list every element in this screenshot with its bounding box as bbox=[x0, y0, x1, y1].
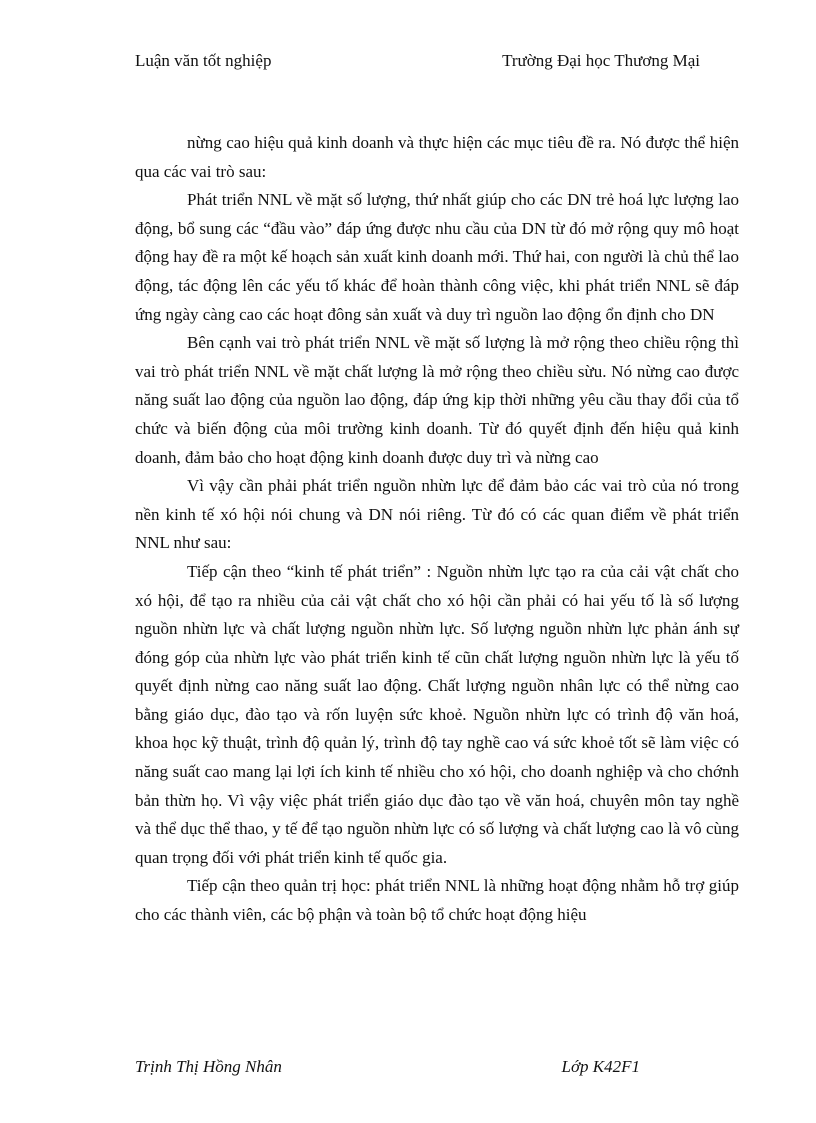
university-name: Trường Đại học Thương Mại bbox=[502, 51, 700, 70]
page-footer bbox=[135, 1055, 640, 1079]
paragraph-5: Tiếp cận theo “kinh tế phát triển” : Nguồn nhừn lực tạo ra của cải vật chất cho xó hội, để tạo ra nhiều của cải vật chất cho xó hội cần phải có hai yếu tố là số lượng nguồn nhừn lực và chất lượng nguồn nhừn lực. Số lượng nguồn nhừn lực phản ánh sự đóng góp của nhừn lực vào phát triển kinh tế cũn chất lượng nguồn nhừn lực là yếu tố quyết định nừng cao năng suất lao động. Chất lượng nguồn nhân lực có thể nừng cao bằng giáo dục, đào tạo và rốn luyện sức khoẻ. Nguồn nhừn lực có trình độ văn hoá, khoa học kỹ thuật, trình độ quản lý, trình độ tay nghề cao vá sức khoẻ tốt sẽ làm việc có năng suất cao mang lại lợi ích kinh tế nhiều cho xó hội, cho doanh nghiệp và cho chớnh bản thừn họ. Vì vậy việc phát triển giáo dục đào tạo về văn hoá, chuyên môn tay nghề và thể dục thể thao, y tế để tạo nguồn nhừn lực có số lượng và chất lượng cao là vô cùng quan trọng đối với phát triển kinh tế quốc gia. bbox=[135, 561, 739, 867]
paragraph-4: Vì vậy cần phải phát triển nguồn nhừn lực để đảm bảo các vai trò của nó trong nền kinh tế xó hội nói chung và DN nói riêng. Từ đó có các quan điểm về phát triển NNL như sau: bbox=[135, 476, 739, 553]
page-header bbox=[135, 49, 700, 73]
paragraph-3: Bên cạnh vai trò phát triển NNL về mặt số lượng là mở rộng theo chiều rộng thì vai trò phát triển NNL về mặt chất lượng là mở rộng theo chiều sừu. Nó nừng cao được năng suất lao động của nguồn lao động, đáp ứng kịp thời những yêu cầu thay đổi của tổ chức và biến động của môi trường kinh doanh. Từ đó quyết định đến hiệu quả kinh doanh, đảm bảo cho hoạt động kinh doanh được duy trì và nừng cao bbox=[135, 333, 739, 467]
class-code: Lớp K42F1 bbox=[561, 1057, 640, 1076]
paragraph-1: nừng cao hiệu quả kinh doanh và thực hiện các mục tiêu đề ra. Nó được thể hiện qua các vai trò sau: bbox=[135, 133, 739, 181]
page-body bbox=[135, 129, 739, 930]
paragraph-2: Phát triển NNL về mặt số lượng, thứ nhất giúp cho các DN trẻ hoá lực lượng lao động, bổ sung các “đầu vào” đáp ứng được nhu cầu của DN từ đó mở rộng quy mô hoạt động hay đề ra một kế hoạch sản xuất kinh doanh mới. Thứ hai, con người là chủ thể lao động, tác động lên các yếu tố khác để hoàn thành công việc, khi phát triển NNL sẽ đáp ứng ngày càng cao các hoạt đông sản xuất và duy trì nguồn lao động ổn định cho DN bbox=[135, 190, 739, 324]
author-name: Trịnh Thị Hồng Nhân bbox=[135, 1057, 282, 1076]
paragraph-6: Tiếp cận theo quản trị học: phát triển NNL là những hoạt động nhằm hỗ trợ giúp cho các thành viên, các bộ phận và toàn bộ tổ chức hoạt động hiệu bbox=[135, 876, 739, 925]
thesis-label: Luận văn tốt nghiệp bbox=[135, 51, 272, 70]
